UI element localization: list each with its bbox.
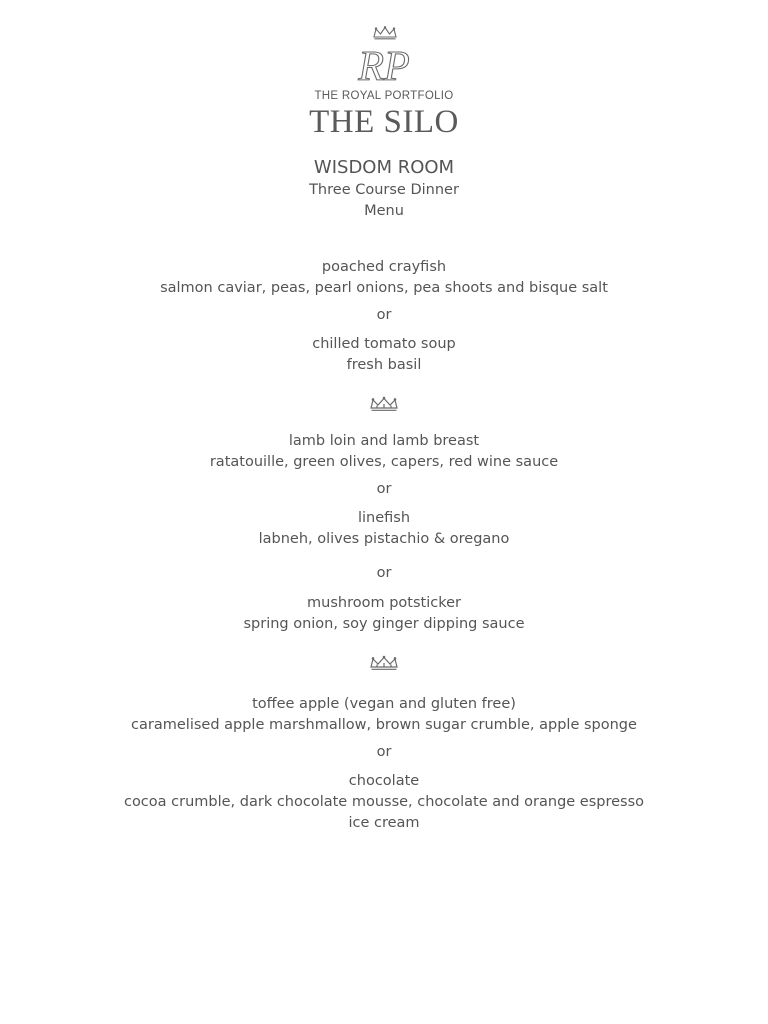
dish-description: caramelised apple marshmallow, brown sugar crumble, apple sponge	[131, 717, 637, 733]
svg-text:RP: RP	[358, 44, 410, 90]
dish-description: salmon caviar, peas, pearl onions, pea shoots and bisque salt	[160, 280, 608, 296]
dish-name: lamb loin and lamb breast	[288, 433, 480, 449]
venue-name: THE SILO	[309, 104, 459, 140]
dish-description: labneh, olives pistachio & oregano	[258, 531, 510, 547]
dish-name: linefish	[357, 510, 411, 526]
monogram-logo	[344, 40, 424, 90]
dish-name: poached crayfish	[321, 259, 447, 275]
dish-description: ratatouille, green olives, capers, red wine sauce	[209, 454, 559, 470]
dish-name: mushroom potsticker	[307, 595, 461, 611]
dish-name: chilled tomato soup	[312, 336, 456, 352]
or-separator: or	[376, 565, 392, 581]
dish-description: cocoa crumble, dark chocolate mousse, chocolate and orange espresso	[123, 794, 645, 810]
crown-icon	[368, 396, 400, 412]
brand-name: THE ROYAL PORTFOLIO	[314, 90, 454, 102]
menu-subtitle: Three Course Dinner	[309, 182, 459, 198]
dish-description: ice cream	[348, 815, 420, 831]
or-separator: or	[376, 744, 392, 760]
menu-label: Menu	[364, 203, 404, 219]
logo	[284, 26, 484, 146]
or-separator: or	[376, 307, 392, 323]
crown-icon	[372, 26, 398, 40]
or-separator: or	[376, 481, 392, 497]
crown-icon	[368, 655, 400, 671]
dish-description: fresh basil	[346, 357, 422, 373]
room-title: WISDOM ROOM	[313, 157, 455, 178]
dish-name: toffee apple (vegan and gluten free)	[252, 696, 516, 712]
dish-name: chocolate	[348, 773, 420, 789]
dish-description: spring onion, soy ginger dipping sauce	[243, 616, 525, 632]
